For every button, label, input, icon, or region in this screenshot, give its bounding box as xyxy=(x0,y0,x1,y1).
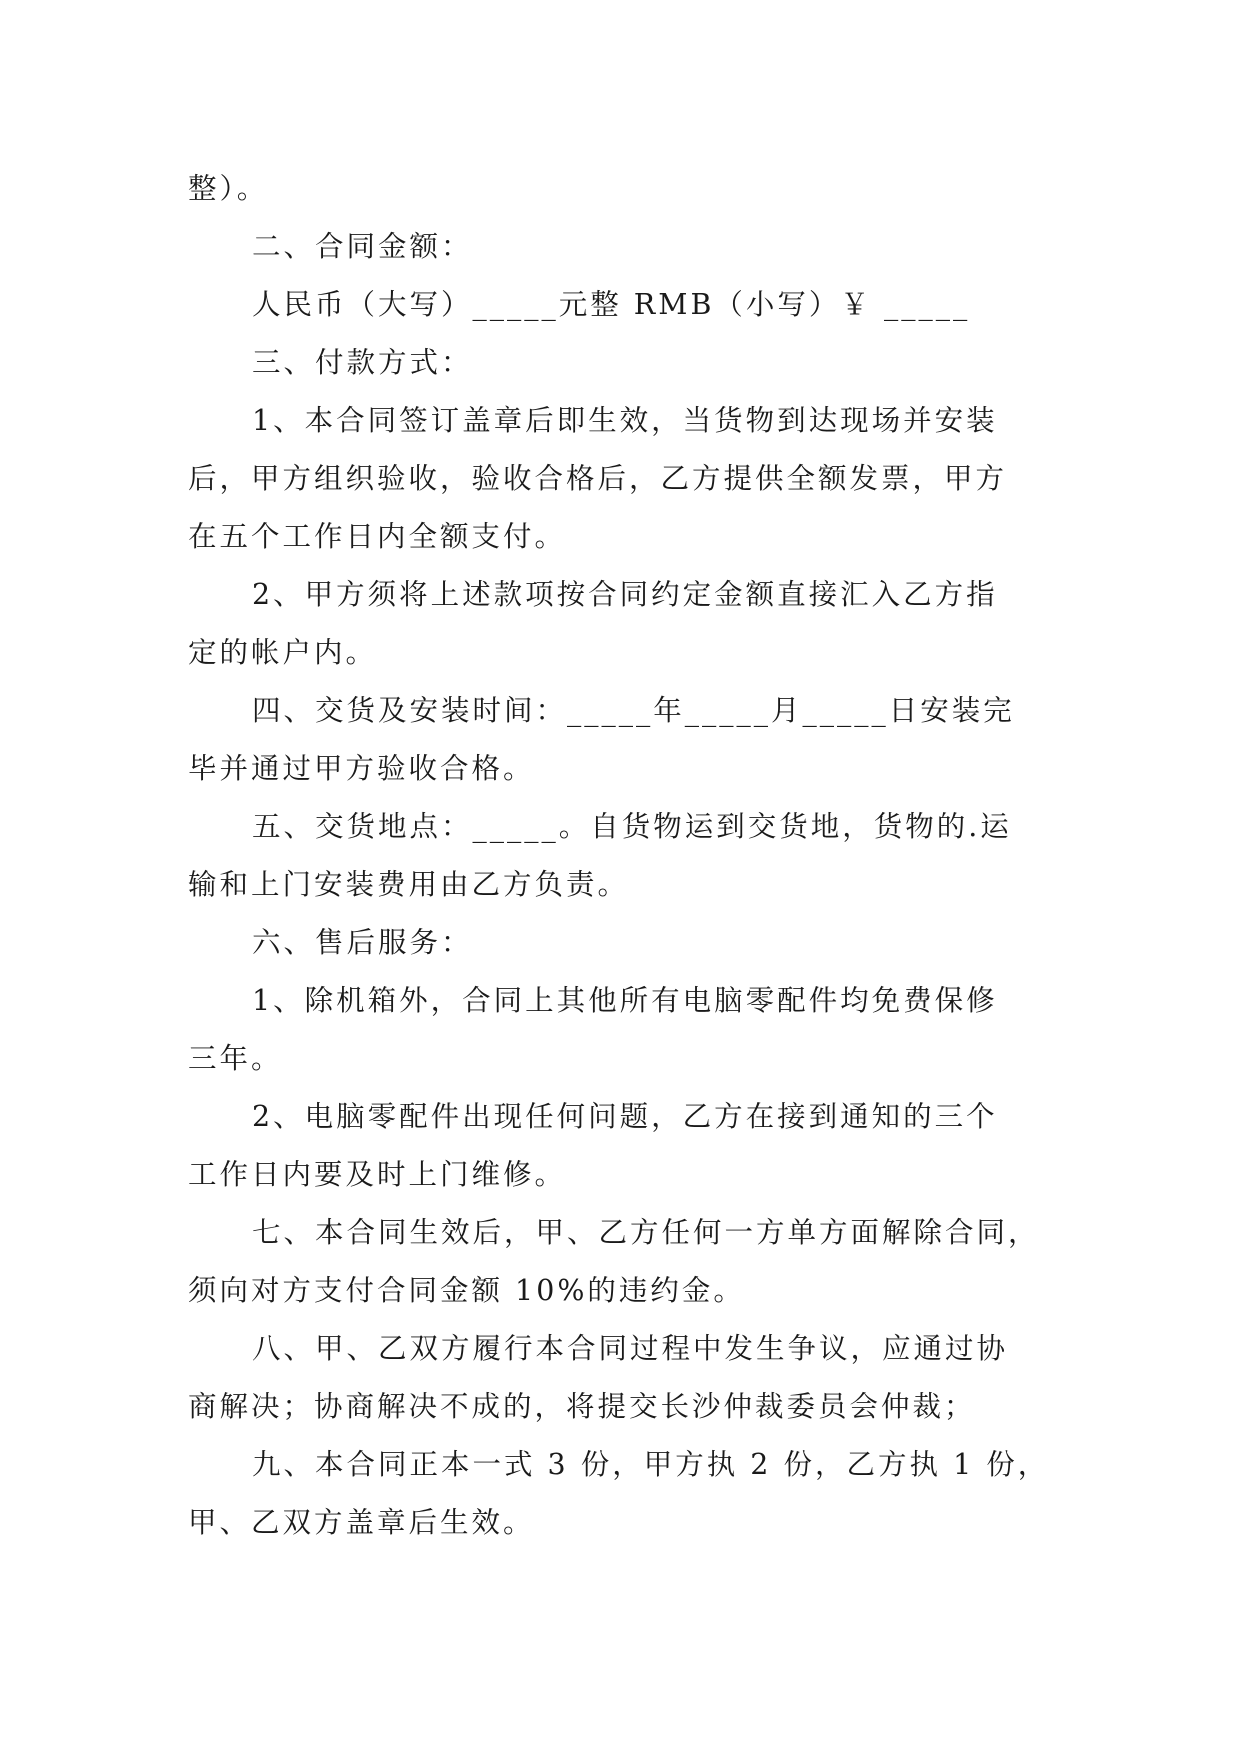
text-line: 后，甲方组织验收，验收合格后，乙方提供全额发票，甲方 xyxy=(188,462,1008,495)
text-line: 整）。 xyxy=(188,172,269,205)
section-heading-termination: 七、本合同生效后，甲、乙方任何一方单方面解除合同， xyxy=(252,1216,1040,1249)
text-line: 2、甲方须将上述款项按合同约定金额直接汇入乙方指 xyxy=(252,578,998,611)
text-line: 三年。 xyxy=(188,1042,283,1075)
text-line: 商解决；协商解决不成的，将提交长沙仲裁委员会仲裁； xyxy=(188,1390,976,1423)
text-line: 工作日内要及时上门维修。 xyxy=(188,1158,567,1191)
section-heading-contract-amount: 二、合同金额： xyxy=(252,230,473,263)
section-heading-copies: 九、本合同正本一式 3 份，甲方执 2 份，乙方执 1 份， xyxy=(252,1448,1050,1481)
text-line: 2、电脑零配件出现任何问题，乙方在接到通知的三个 xyxy=(252,1100,998,1133)
section-heading-disputes: 八、甲、乙双方履行本合同过程中发生争议，应通过协 xyxy=(252,1332,1009,1365)
text-line: 在五个工作日内全额支付。 xyxy=(188,520,567,553)
text-line: 须向对方支付合同金额 10%的违约金。 xyxy=(188,1274,745,1307)
contract-body xyxy=(188,160,1050,1552)
section-heading-delivery-time: 四、交货及安装时间：_____年_____月_____日安装完 xyxy=(252,694,1015,727)
text-line: 毕并通过甲方验收合格。 xyxy=(188,752,535,785)
text-line: 甲、乙双方盖章后生效。 xyxy=(188,1506,535,1539)
section-heading-payment-method: 三、付款方式： xyxy=(252,346,473,379)
section-heading-delivery-location: 五、交货地点：_____。自货物运到交货地，货物的.运 xyxy=(252,810,1012,843)
text-line: 定的帐户内。 xyxy=(188,636,378,669)
text-line: 人民币（大写）_____元整 RMB（小写）￥ _____ xyxy=(252,288,971,321)
text-line: 1、本合同签订盖章后即生效，当货物到达现场并安装 xyxy=(252,404,998,437)
section-heading-after-sales: 六、售后服务： xyxy=(252,926,473,959)
text-line: 输和上门安装费用由乙方负责。 xyxy=(188,868,630,901)
text-line: 1、除机箱外，合同上其他所有电脑零配件均免费保修 xyxy=(252,984,998,1017)
